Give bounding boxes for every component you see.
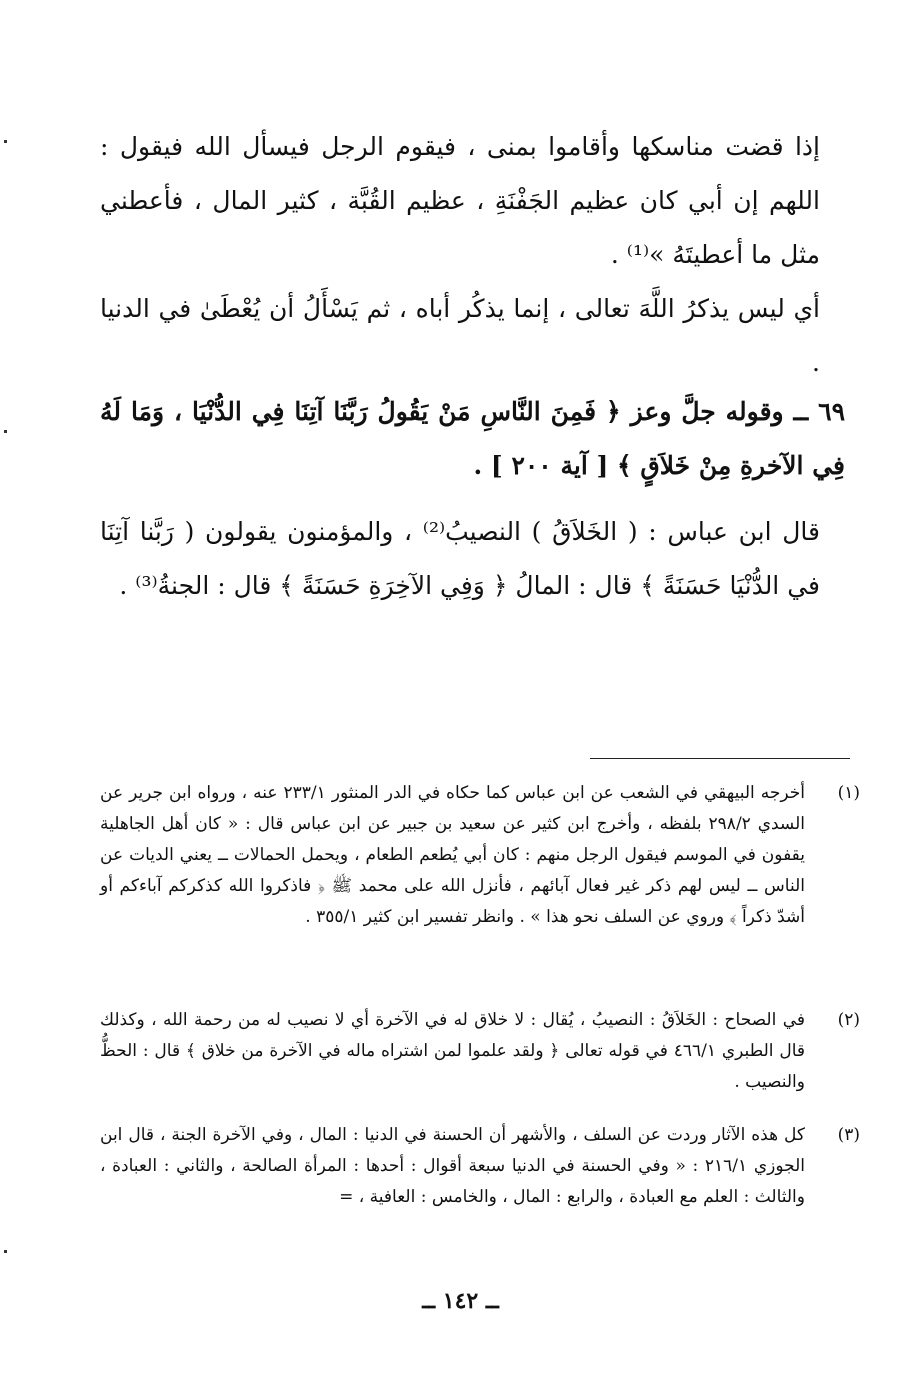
- main-paragraph-3: قال ابن عباس : ( الخَلاَقُ ) النصيبُ⁽²⁾ ، والمؤمنون يقولون ( رَبَّنا آتِنَا في الدُّنْيَا حَسَنَةً ﴾ قال : المالُ ﴿ وَفِي الآخِرَةِ حَسَنَةً ﴾ قال : الجنةُ⁽³⁾ .: [100, 517, 820, 600]
- main-paragraph-1: إذا قضت مناسكها وأقاموا بمنى ، فيقوم الرجل فيسأل الله فيقول : اللهم إن أبي كان عظيم الجَفْنَةِ ، عظيم القُبَّة ، كثير المال ، فأعطني مثل ما أعطيتَهُ »⁽¹⁾ .: [100, 132, 820, 269]
- footnote-1: [100, 778, 860, 933]
- footnote-number: (٢): [837, 1010, 860, 1030]
- footnote-number: (١): [837, 783, 860, 803]
- main-paragraph-2: أي ليس يذكرُ اللَّهَ تعالى ، إنما يذكُر أباه ، ثم يَسْأَلُ أن يُعْطَىٰ في الدنيا .: [100, 294, 820, 377]
- footnote-text: أخرجه البيهقي في الشعب عن ابن عباس كما حكاه في الدر المنثور ٢٣٣/١ عنه ، ورواه ابن جرير عن السدي ٢٩٨/٢ بلفظه ، وأخرج ابن كثير عن سعيد بن جبير عن ابن عباس قال : « كان أهل الجاهلية يقفون في الموسم فيقول الرجل منهم : كان أبي يُطعم الطعام ، ويحمل الحمالات ــ يعني الديات عن الناس ــ ليس لهم ذكر غير فعال آبائهم ، فأنزل الله على محمد ﷺ ﴿ فاذكروا الله كذكركم آباءكم أو أشدّ ذكراً ﴾ وروي عن السلف نحو هذا » . وانظر تفسير ابن كثير ٣٥٥/١ .: [100, 783, 806, 927]
- footnote-text: في الصحاح : الخَلاَقُ : النصيبُ ، يُقال : لا خلاق له في الآخرة أي لا نصيب له من رحمة الله ، وكذلك قال الطبري ٤٦٦/١ في قوله تعالى ﴿ ولقد علموا لمن اشتراه ماله في الآخرة من خلاق ﴾ قال : الحظُّ والنصيب .: [100, 1010, 805, 1092]
- margin-mark: [4, 1250, 7, 1253]
- item-69-heading: ٦٩ ــ وقوله جلَّ وعز ﴿ فَمِنَ النَّاسِ مَنْ يَقُولُ رَبَّنَا آتِنَا فِي الدُّنْيَا ، وَمَا لَهُ فِي الآخرةِ مِنْ خَلاَقٍ ﴾ [ آية ٢٠٠ ] .: [100, 397, 845, 480]
- footnote-number: (٣): [837, 1125, 860, 1145]
- margin-mark: [4, 430, 7, 433]
- margin-mark: [4, 140, 7, 143]
- footnote-2: [100, 1005, 860, 1098]
- footnote-separator: [590, 758, 850, 759]
- footnote-text: كل هذه الآثار وردت عن السلف ، والأشهر أن الحسنة في الدنيا : المال ، وفي الآخرة الجنة ، قال ابن الجوزي ٢١٦/١ : « وفي الحسنة في الدنيا سبعة أقوال : أحدها : المرأة الصالحة ، والثاني : العبادة ، والثالث : العلم مع العبادة ، والرابع : المال ، والخامس : العافية ، =: [100, 1125, 806, 1207]
- footnote-3: [100, 1120, 860, 1213]
- page-number: ــ ١٤٢ ــ: [422, 1288, 499, 1314]
